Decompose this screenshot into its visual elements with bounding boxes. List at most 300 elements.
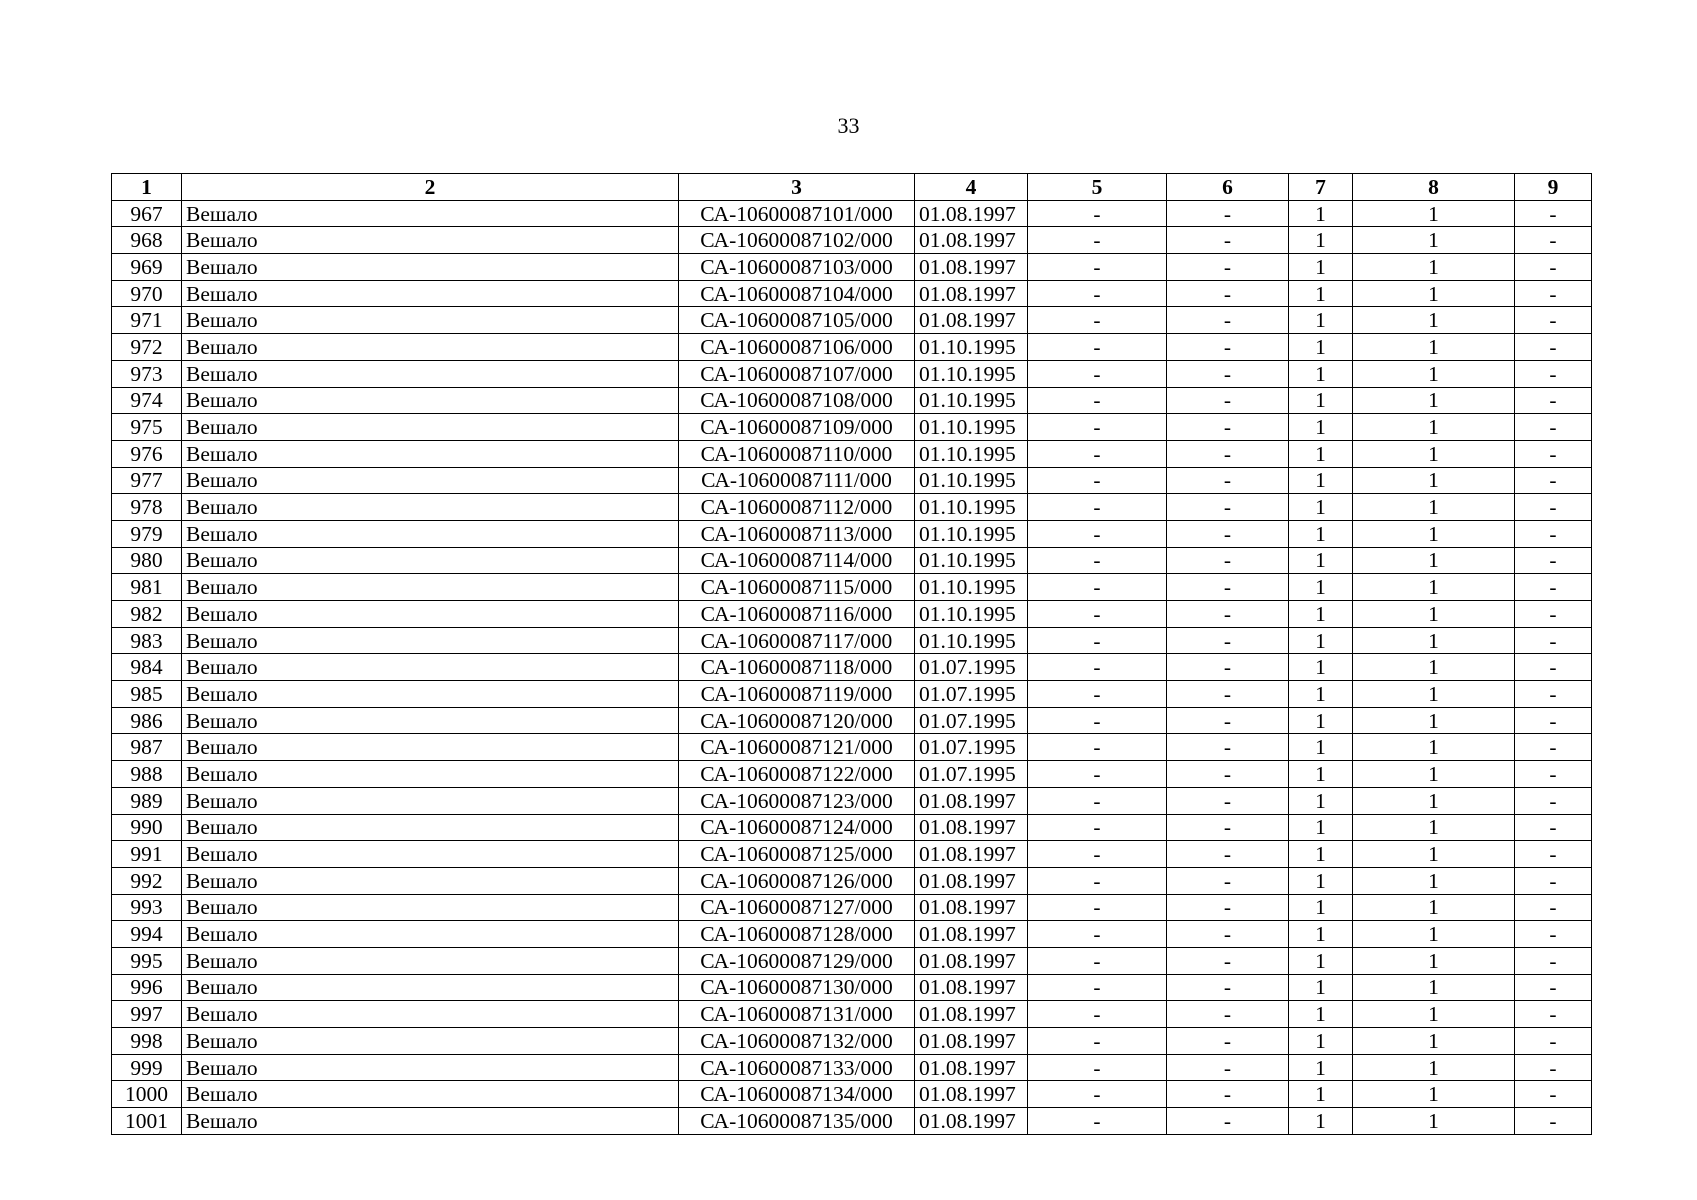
col5-cell: - xyxy=(1028,200,1167,227)
item-name-cell: Вешало xyxy=(182,254,679,281)
col6-cell: - xyxy=(1167,307,1289,334)
col8-cell: 1 xyxy=(1353,414,1515,441)
col8-cell: 1 xyxy=(1353,387,1515,414)
col6-cell: - xyxy=(1167,360,1289,387)
item-name-cell: Вешало xyxy=(182,547,679,574)
row-number-cell: 984 xyxy=(112,654,182,681)
col6-cell: - xyxy=(1167,227,1289,254)
col6-cell: - xyxy=(1167,1001,1289,1028)
date-cell: 01.08.1997 xyxy=(915,787,1028,814)
col7-cell: 1 xyxy=(1289,681,1353,708)
col7-cell: 1 xyxy=(1289,307,1353,334)
col6-cell: - xyxy=(1167,761,1289,788)
col8-cell: 1 xyxy=(1353,200,1515,227)
col9-cell: - xyxy=(1515,1001,1592,1028)
col6-cell: - xyxy=(1167,547,1289,574)
col6-cell: - xyxy=(1167,681,1289,708)
col8-cell: 1 xyxy=(1353,360,1515,387)
col6-cell: - xyxy=(1167,520,1289,547)
row-number-cell: 998 xyxy=(112,1028,182,1055)
row-number-cell: 969 xyxy=(112,254,182,281)
inventory-code-cell: СА-10600087116/000 xyxy=(679,601,915,628)
table-row xyxy=(112,947,1592,974)
table-row xyxy=(112,1108,1592,1135)
col7-cell: 1 xyxy=(1289,841,1353,868)
inventory-code-cell: СА-10600087102/000 xyxy=(679,227,915,254)
item-name-cell: Вешало xyxy=(182,947,679,974)
item-name-cell: Вешало xyxy=(182,894,679,921)
inventory-code-cell: СА-10600087107/000 xyxy=(679,360,915,387)
page-number: 33 xyxy=(837,113,860,138)
inventory-code-cell: СА-10600087123/000 xyxy=(679,787,915,814)
inventory-code-cell: СА-10600087111/000 xyxy=(679,467,915,494)
table-row xyxy=(112,681,1592,708)
row-number-cell: 993 xyxy=(112,894,182,921)
col7-cell: 1 xyxy=(1289,494,1353,521)
item-name-cell: Вешало xyxy=(182,520,679,547)
col7-cell: 1 xyxy=(1289,867,1353,894)
col5-cell: - xyxy=(1028,334,1167,361)
col5-cell: - xyxy=(1028,921,1167,948)
table-row xyxy=(112,574,1592,601)
col9-cell: - xyxy=(1515,574,1592,601)
col9-cell: - xyxy=(1515,414,1592,441)
col7-cell: 1 xyxy=(1289,787,1353,814)
row-number-cell: 971 xyxy=(112,307,182,334)
inventory-code-cell: СА-10600087131/000 xyxy=(679,1001,915,1028)
column-header-6: 6 xyxy=(1167,174,1289,201)
item-name-cell: Вешало xyxy=(182,280,679,307)
date-cell: 01.08.1997 xyxy=(915,254,1028,281)
date-cell: 01.08.1997 xyxy=(915,1001,1028,1028)
col8-cell: 1 xyxy=(1353,867,1515,894)
column-header-3: 3 xyxy=(679,174,915,201)
table-row xyxy=(112,387,1592,414)
col7-cell: 1 xyxy=(1289,894,1353,921)
item-name-cell: Вешало xyxy=(182,1108,679,1135)
inventory-code-cell: СА-10600087125/000 xyxy=(679,841,915,868)
col9-cell: - xyxy=(1515,1028,1592,1055)
inventory-code-cell: СА-10600087105/000 xyxy=(679,307,915,334)
inventory-code-cell: СА-10600087127/000 xyxy=(679,894,915,921)
col7-cell: 1 xyxy=(1289,974,1353,1001)
col6-cell: - xyxy=(1167,494,1289,521)
inventory-code-cell: СА-10600087130/000 xyxy=(679,974,915,1001)
col8-cell: 1 xyxy=(1353,601,1515,628)
table-row xyxy=(112,654,1592,681)
date-cell: 01.08.1997 xyxy=(915,867,1028,894)
col5-cell: - xyxy=(1028,574,1167,601)
col7-cell: 1 xyxy=(1289,547,1353,574)
row-number-cell: 982 xyxy=(112,601,182,628)
col7-cell: 1 xyxy=(1289,387,1353,414)
item-name-cell: Вешало xyxy=(182,494,679,521)
col9-cell: - xyxy=(1515,654,1592,681)
inventory-code-cell: СА-10600087101/000 xyxy=(679,200,915,227)
table-row xyxy=(112,761,1592,788)
col7-cell: 1 xyxy=(1289,1081,1353,1108)
col9-cell: - xyxy=(1515,227,1592,254)
item-name-cell: Вешало xyxy=(182,1054,679,1081)
item-name-cell: Вешало xyxy=(182,734,679,761)
col9-cell: - xyxy=(1515,787,1592,814)
inventory-code-cell: СА-10600087103/000 xyxy=(679,254,915,281)
row-number-cell: 978 xyxy=(112,494,182,521)
col6-cell: - xyxy=(1167,334,1289,361)
inventory-code-cell: СА-10600087109/000 xyxy=(679,414,915,441)
col8-cell: 1 xyxy=(1353,280,1515,307)
col5-cell: - xyxy=(1028,467,1167,494)
col8-cell: 1 xyxy=(1353,787,1515,814)
col6-cell: - xyxy=(1167,974,1289,1001)
inventory-code-cell: СА-10600087122/000 xyxy=(679,761,915,788)
item-name-cell: Вешало xyxy=(182,227,679,254)
date-cell: 01.07.1995 xyxy=(915,761,1028,788)
row-number-cell: 983 xyxy=(112,627,182,654)
col5-cell: - xyxy=(1028,601,1167,628)
table-row xyxy=(112,841,1592,868)
item-name-cell: Вешало xyxy=(182,360,679,387)
col9-cell: - xyxy=(1515,334,1592,361)
row-number-cell: 974 xyxy=(112,387,182,414)
col7-cell: 1 xyxy=(1289,1108,1353,1135)
col7-cell: 1 xyxy=(1289,467,1353,494)
inventory-code-cell: СА-10600087126/000 xyxy=(679,867,915,894)
column-header-5: 5 xyxy=(1028,174,1167,201)
item-name-cell: Вешало xyxy=(182,707,679,734)
row-number-cell: 972 xyxy=(112,334,182,361)
col9-cell: - xyxy=(1515,307,1592,334)
inventory-code-cell: СА-10600087118/000 xyxy=(679,654,915,681)
col6-cell: - xyxy=(1167,734,1289,761)
col5-cell: - xyxy=(1028,387,1167,414)
item-name-cell: Вешало xyxy=(182,654,679,681)
table-row xyxy=(112,414,1592,441)
col9-cell: - xyxy=(1515,254,1592,281)
item-name-cell: Вешало xyxy=(182,200,679,227)
item-name-cell: Вешало xyxy=(182,1028,679,1055)
row-number-cell: 975 xyxy=(112,414,182,441)
table-row xyxy=(112,360,1592,387)
col9-cell: - xyxy=(1515,440,1592,467)
table-row xyxy=(112,627,1592,654)
row-number-cell: 967 xyxy=(112,200,182,227)
col7-cell: 1 xyxy=(1289,601,1353,628)
date-cell: 01.08.1997 xyxy=(915,1054,1028,1081)
table-row xyxy=(112,307,1592,334)
col8-cell: 1 xyxy=(1353,1028,1515,1055)
col8-cell: 1 xyxy=(1353,681,1515,708)
col7-cell: 1 xyxy=(1289,254,1353,281)
col8-cell: 1 xyxy=(1353,654,1515,681)
row-number-cell: 985 xyxy=(112,681,182,708)
row-number-cell: 995 xyxy=(112,947,182,974)
item-name-cell: Вешало xyxy=(182,841,679,868)
column-header-8: 8 xyxy=(1353,174,1515,201)
col8-cell: 1 xyxy=(1353,227,1515,254)
inventory-code-cell: СА-10600087112/000 xyxy=(679,494,915,521)
date-cell: 01.08.1997 xyxy=(915,1108,1028,1135)
row-number-cell: 976 xyxy=(112,440,182,467)
col7-cell: 1 xyxy=(1289,334,1353,361)
col9-cell: - xyxy=(1515,627,1592,654)
date-cell: 01.08.1997 xyxy=(915,947,1028,974)
col5-cell: - xyxy=(1028,547,1167,574)
col6-cell: - xyxy=(1167,921,1289,948)
col5-cell: - xyxy=(1028,627,1167,654)
col8-cell: 1 xyxy=(1353,307,1515,334)
table-row xyxy=(112,1001,1592,1028)
inventory-code-cell: СА-10600087108/000 xyxy=(679,387,915,414)
col6-cell: - xyxy=(1167,440,1289,467)
date-cell: 01.08.1997 xyxy=(915,227,1028,254)
col8-cell: 1 xyxy=(1353,814,1515,841)
col6-cell: - xyxy=(1167,280,1289,307)
item-name-cell: Вешало xyxy=(182,627,679,654)
row-number-cell: 989 xyxy=(112,787,182,814)
col9-cell: - xyxy=(1515,921,1592,948)
col5-cell: - xyxy=(1028,974,1167,1001)
col9-cell: - xyxy=(1515,707,1592,734)
row-number-cell: 991 xyxy=(112,841,182,868)
col5-cell: - xyxy=(1028,734,1167,761)
col7-cell: 1 xyxy=(1289,627,1353,654)
col5-cell: - xyxy=(1028,227,1167,254)
col5-cell: - xyxy=(1028,707,1167,734)
table-row xyxy=(112,734,1592,761)
date-cell: 01.08.1997 xyxy=(915,1028,1028,1055)
col6-cell: - xyxy=(1167,707,1289,734)
col5-cell: - xyxy=(1028,894,1167,921)
date-cell: 01.08.1997 xyxy=(915,280,1028,307)
date-cell: 01.10.1995 xyxy=(915,440,1028,467)
col8-cell: 1 xyxy=(1353,334,1515,361)
date-cell: 01.08.1997 xyxy=(915,921,1028,948)
date-cell: 01.10.1995 xyxy=(915,414,1028,441)
col8-cell: 1 xyxy=(1353,520,1515,547)
col6-cell: - xyxy=(1167,574,1289,601)
inventory-code-cell: СА-10600087129/000 xyxy=(679,947,915,974)
col6-cell: - xyxy=(1167,627,1289,654)
col6-cell: - xyxy=(1167,867,1289,894)
column-header-4: 4 xyxy=(915,174,1028,201)
col8-cell: 1 xyxy=(1353,947,1515,974)
table-row xyxy=(112,520,1592,547)
col9-cell: - xyxy=(1515,761,1592,788)
col5-cell: - xyxy=(1028,1028,1167,1055)
date-cell: 01.10.1995 xyxy=(915,574,1028,601)
col6-cell: - xyxy=(1167,1028,1289,1055)
col9-cell: - xyxy=(1515,841,1592,868)
col5-cell: - xyxy=(1028,440,1167,467)
table-row xyxy=(112,440,1592,467)
col6-cell: - xyxy=(1167,254,1289,281)
col9-cell: - xyxy=(1515,1081,1592,1108)
item-name-cell: Вешало xyxy=(182,921,679,948)
col8-cell: 1 xyxy=(1353,1054,1515,1081)
row-number-cell: 968 xyxy=(112,227,182,254)
col6-cell: - xyxy=(1167,200,1289,227)
col5-cell: - xyxy=(1028,681,1167,708)
table-row xyxy=(112,200,1592,227)
table-body xyxy=(112,200,1592,1134)
table-row xyxy=(112,867,1592,894)
item-name-cell: Вешало xyxy=(182,1001,679,1028)
item-name-cell: Вешало xyxy=(182,761,679,788)
table-row xyxy=(112,921,1592,948)
date-cell: 01.08.1997 xyxy=(915,307,1028,334)
inventory-code-cell: СА-10600087124/000 xyxy=(679,814,915,841)
inventory-code-cell: СА-10600087132/000 xyxy=(679,1028,915,1055)
col8-cell: 1 xyxy=(1353,254,1515,281)
item-name-cell: Вешало xyxy=(182,414,679,441)
item-name-cell: Вешало xyxy=(182,867,679,894)
row-number-cell: 980 xyxy=(112,547,182,574)
row-number-cell: 1000 xyxy=(112,1081,182,1108)
row-number-cell: 970 xyxy=(112,280,182,307)
col9-cell: - xyxy=(1515,200,1592,227)
date-cell: 01.07.1995 xyxy=(915,654,1028,681)
col8-cell: 1 xyxy=(1353,734,1515,761)
col6-cell: - xyxy=(1167,841,1289,868)
col7-cell: 1 xyxy=(1289,520,1353,547)
col6-cell: - xyxy=(1167,1054,1289,1081)
date-cell: 01.10.1995 xyxy=(915,520,1028,547)
col7-cell: 1 xyxy=(1289,227,1353,254)
col9-cell: - xyxy=(1515,601,1592,628)
date-cell: 01.10.1995 xyxy=(915,387,1028,414)
col7-cell: 1 xyxy=(1289,1054,1353,1081)
row-number-cell: 986 xyxy=(112,707,182,734)
col5-cell: - xyxy=(1028,360,1167,387)
table-row xyxy=(112,894,1592,921)
col5-cell: - xyxy=(1028,654,1167,681)
col9-cell: - xyxy=(1515,974,1592,1001)
col8-cell: 1 xyxy=(1353,761,1515,788)
col9-cell: - xyxy=(1515,814,1592,841)
col5-cell: - xyxy=(1028,307,1167,334)
date-cell: 01.07.1995 xyxy=(915,734,1028,761)
inventory-code-cell: СА-10600087106/000 xyxy=(679,334,915,361)
table-row xyxy=(112,254,1592,281)
date-cell: 01.08.1997 xyxy=(915,894,1028,921)
inventory-code-cell: СА-10600087134/000 xyxy=(679,1081,915,1108)
col5-cell: - xyxy=(1028,414,1167,441)
inventory-code-cell: СА-10600087115/000 xyxy=(679,574,915,601)
row-number-cell: 997 xyxy=(112,1001,182,1028)
inventory-code-cell: СА-10600087113/000 xyxy=(679,520,915,547)
item-name-cell: Вешало xyxy=(182,307,679,334)
table-row xyxy=(112,1081,1592,1108)
col9-cell: - xyxy=(1515,520,1592,547)
col6-cell: - xyxy=(1167,1081,1289,1108)
col7-cell: 1 xyxy=(1289,654,1353,681)
col9-cell: - xyxy=(1515,1054,1592,1081)
inventory-code-cell: СА-10600087120/000 xyxy=(679,707,915,734)
row-number-cell: 987 xyxy=(112,734,182,761)
col6-cell: - xyxy=(1167,414,1289,441)
col5-cell: - xyxy=(1028,814,1167,841)
col5-cell: - xyxy=(1028,1108,1167,1135)
col9-cell: - xyxy=(1515,867,1592,894)
row-number-cell: 999 xyxy=(112,1054,182,1081)
inventory-code-cell: СА-10600087119/000 xyxy=(679,681,915,708)
row-number-cell: 992 xyxy=(112,867,182,894)
col7-cell: 1 xyxy=(1289,761,1353,788)
col8-cell: 1 xyxy=(1353,547,1515,574)
item-name-cell: Вешало xyxy=(182,387,679,414)
col7-cell: 1 xyxy=(1289,947,1353,974)
inventory-code-cell: СА-10600087114/000 xyxy=(679,547,915,574)
inventory-code-cell: СА-10600087133/000 xyxy=(679,1054,915,1081)
col7-cell: 1 xyxy=(1289,1001,1353,1028)
col6-cell: - xyxy=(1167,894,1289,921)
col9-cell: - xyxy=(1515,467,1592,494)
date-cell: 01.10.1995 xyxy=(915,601,1028,628)
row-number-cell: 990 xyxy=(112,814,182,841)
col5-cell: - xyxy=(1028,1001,1167,1028)
col5-cell: - xyxy=(1028,947,1167,974)
col8-cell: 1 xyxy=(1353,707,1515,734)
row-number-cell: 996 xyxy=(112,974,182,1001)
item-name-cell: Вешало xyxy=(182,440,679,467)
col7-cell: 1 xyxy=(1289,574,1353,601)
date-cell: 01.07.1995 xyxy=(915,707,1028,734)
row-number-cell: 981 xyxy=(112,574,182,601)
table-row xyxy=(112,1028,1592,1055)
inventory-code-cell: СА-10600087121/000 xyxy=(679,734,915,761)
col6-cell: - xyxy=(1167,467,1289,494)
inventory-code-cell: СА-10600087128/000 xyxy=(679,921,915,948)
col8-cell: 1 xyxy=(1353,440,1515,467)
item-name-cell: Вешало xyxy=(182,601,679,628)
col6-cell: - xyxy=(1167,601,1289,628)
col5-cell: - xyxy=(1028,867,1167,894)
col5-cell: - xyxy=(1028,761,1167,788)
row-number-cell: 1001 xyxy=(112,1108,182,1135)
table-row xyxy=(112,280,1592,307)
col9-cell: - xyxy=(1515,894,1592,921)
table-row xyxy=(112,601,1592,628)
date-cell: 01.10.1995 xyxy=(915,494,1028,521)
item-name-cell: Вешало xyxy=(182,467,679,494)
inventory-table xyxy=(111,173,1592,1135)
col5-cell: - xyxy=(1028,1081,1167,1108)
row-number-cell: 977 xyxy=(112,467,182,494)
col5-cell: - xyxy=(1028,841,1167,868)
date-cell: 01.10.1995 xyxy=(915,360,1028,387)
col9-cell: - xyxy=(1515,280,1592,307)
col6-cell: - xyxy=(1167,787,1289,814)
row-number-cell: 973 xyxy=(112,360,182,387)
item-name-cell: Вешало xyxy=(182,1081,679,1108)
inventory-code-cell: СА-10600087135/000 xyxy=(679,1108,915,1135)
table-row xyxy=(112,547,1592,574)
col8-cell: 1 xyxy=(1353,1108,1515,1135)
col7-cell: 1 xyxy=(1289,360,1353,387)
col6-cell: - xyxy=(1167,1108,1289,1135)
inventory-code-cell: СА-10600087104/000 xyxy=(679,280,915,307)
column-header-1: 1 xyxy=(112,174,182,201)
col8-cell: 1 xyxy=(1353,627,1515,654)
date-cell: 01.08.1997 xyxy=(915,200,1028,227)
col5-cell: - xyxy=(1028,1054,1167,1081)
table-row xyxy=(112,227,1592,254)
table-row xyxy=(112,1054,1592,1081)
col8-cell: 1 xyxy=(1353,574,1515,601)
col7-cell: 1 xyxy=(1289,1028,1353,1055)
col9-cell: - xyxy=(1515,547,1592,574)
